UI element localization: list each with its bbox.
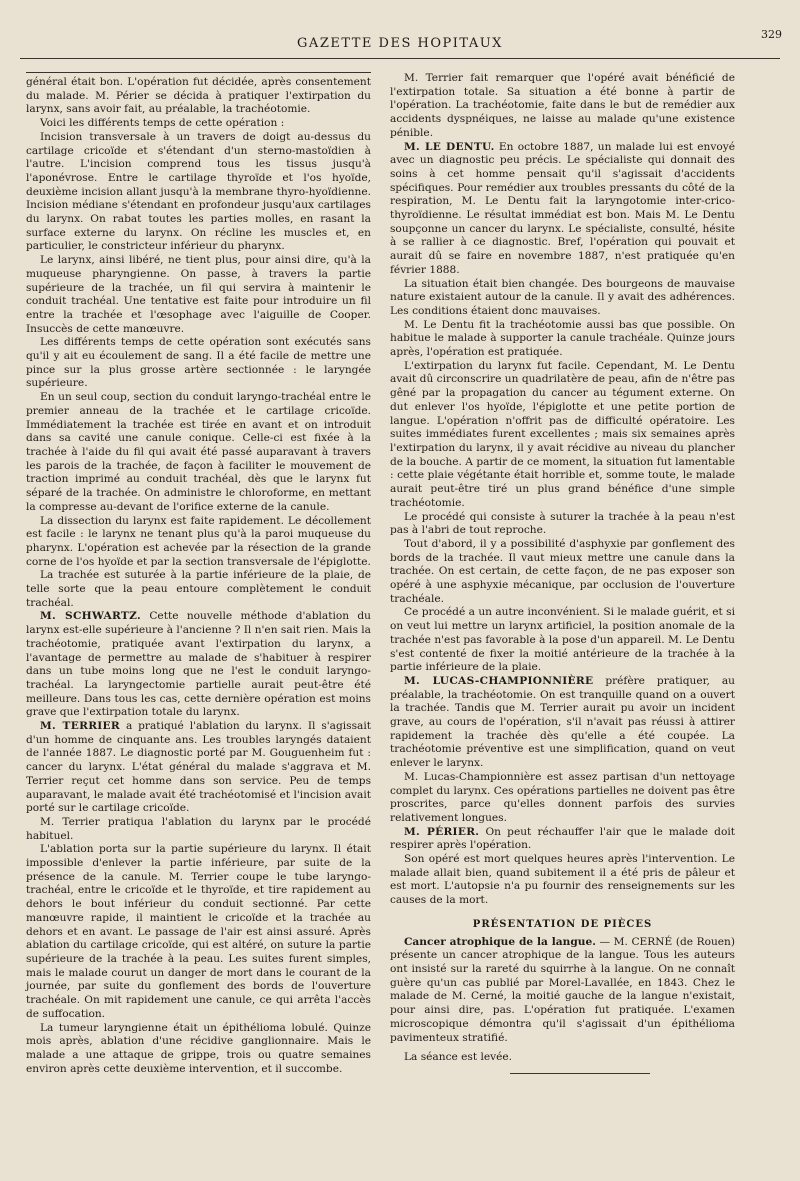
page-header xyxy=(20,22,780,62)
paragraph: La situation était bien changée. Des bourgeons de mauvaise nature existaient autour de la canule. Il y avait des adhérences. Les conditions étaient donc mauvaises. xyxy=(390,277,735,317)
paragraph xyxy=(390,826,735,853)
speaker-terrier: M. TERRIER xyxy=(40,720,121,733)
paragraph: Tout d'abord, il y a possibilité d'asphyxie par gonflement des bords de la trachée. Il vaut mieux mettre une canule dans la trachée. On est certain, de cette façon, de ne pas exposer son opéré à une asphyxie mécanique, par occlusion de l'ouverture trachéale. xyxy=(390,537,735,605)
column-top-rule xyxy=(26,72,371,73)
paragraph-text: On peut réchauffer l'air que le malade doit respirer après l'opération. xyxy=(390,825,735,852)
paragraph xyxy=(26,610,371,720)
paragraph: La tumeur laryngienne était un épithélioma lobulé. Quinze mois après, ablation d'une récidive ganglionnaire. Mais le malade a une attaque de grippe, trois ou quatre semaines environ après cette deuxième intervention, et il succombe. xyxy=(26,1021,371,1075)
paragraph xyxy=(390,936,735,1046)
section-heading: PRÉSENTATION DE PIÈCES xyxy=(472,918,653,930)
page-number: 329 xyxy=(761,28,782,41)
paragraph: L'ablation porta sur la partie supérieure du larynx. Il était impossible d'enlever la partie inférieure, par suite de la présence de la canule. M. Terrier coupe le tube laryngo-trachéal, entre le cricoïde et le thyroïde, et tire rapidement au dehors le bout inférieur du conduit sectionné. Par cette manœuvre rapide, il maintient le cricoïde et la trachée au dehors et en avant. Le passage de l'air est ainsi assuré. Après ablation du cartilage cricoïde, qui est altéré, on suture la partie supérieure de la trachée à la peau. Les suites furent simples, mais le malade courut un danger de mort dans le courant de la journée, par suite du gonflement des bords de l'ouverture trachéale. On mit rapidement une canule, ce qui arrêta l'accès de suffocation. xyxy=(26,843,371,1020)
paragraph: Le procédé qui consiste à suturer la trachée à la peau n'est pas à l'abri de tout reproche. xyxy=(390,510,735,537)
closing-line: La séance est levée. xyxy=(404,1051,513,1064)
paragraph: M. Terrier fait remarquer que l'opéré avait bénéficié de l'extirpation totale. Sa situation a été bonne à partir de l'opération. La trachéotomie, faite dans le but de remédier aux accidents dyspnéiques, ne laisse au malade qu'une existence pénible. xyxy=(390,72,735,139)
paragraph: Le larynx, ainsi libéré, ne tient plus, pour ainsi dire, qu'à la muqueuse pharyngienne. On passe, à travers la partie supérieure de la trachée, un fil qui servira à maintenir le conduit trachéal. Une tentative est faite pour introduire un fil entre la trachée et l'œsophage avec l'aiguille de Cooper. Insuccès de cette manœuvre. xyxy=(26,254,371,335)
paragraph: M. Terrier pratiqua l'ablation du larynx par le procédé habituel. xyxy=(26,815,371,842)
speaker-perier: M. PÉRIER. xyxy=(404,825,480,838)
left-column xyxy=(26,72,371,1076)
header-rule xyxy=(20,58,780,59)
right-column xyxy=(390,72,735,1074)
speaker-lucas-championniere: M. LUCAS-CHAMPIONNIÈRE xyxy=(404,674,594,687)
paragraph: Son opéré est mort quelques heures après l'intervention. Le malade allait bien, quand subitement il a été pris de pâleur et est mort. L'autopsie n'a pu fournir des renseignements sur les causes de la mort. xyxy=(390,853,735,907)
paragraph: Incision transversale à un travers de doigt au-dessus du cartilage cricoïde et s'étendant d'un sterno-mastoïdien à l'autre. L'incision comprend tous les tissus jusqu'à l'aponévrose. Entre le cartilage thyroïde et l'os hyoïde, deuxième incision allant jusqu'à la membrane thyro-hyoïdienne. Incision médiane s'étendant en profondeur jusqu'aux cartilages du larynx. On rabat toutes les parties molles, en rasant la surface externe du larynx. On récline les muscles et, en particulier, le constricteur inférieur du pharynx. xyxy=(26,130,371,253)
paragraph: M. Le Dentu fit la trachéotomie aussi bas que possible. On habitue le malade à supporter la canule trachéale. Quinze jours après, l'opération est pratiquée. xyxy=(390,318,735,359)
end-rule xyxy=(510,1073,650,1074)
paragraph: La trachée est suturée à la partie inférieure de la plaie, de telle sorte que la peau entoure complètement le conduit trachéal. xyxy=(26,569,371,609)
paragraph-text: — M. CERNÉ (de Rouen) présente un cancer atrophique de la langue. Tous les auteurs ont insisté sur la rareté du squirrhe à la langue. On ne connaît guère qu'un cas publié par Morel-Lavallée, en 1843. Chez le malade de M. Cerné, la moitié gauche de la langue n'existait, pour ainsi dire, pas. L'opération fut pratiquée. L'examen microscopique démontra qu'il s'agissait d'un épithélioma pavimenteux stratifié. xyxy=(390,935,735,1044)
paragraph xyxy=(390,675,735,771)
paragraph xyxy=(390,141,735,278)
paragraph-text: a pratiqué l'ablation du larynx. Il s'agissait d'un homme de cinquante ans. Les troubles laryngés dataient de l'année 1887. Le diagnostic porté par M. Gouguenheim fut : cancer du larynx. L'état général du malade s'aggrava et M. Terrier reçut cet homme dans son service. Peu de temps auparavant, le malade avait été trachéotomisé et l'incision avait porté sur le cartilage cricoïde. xyxy=(26,720,371,815)
paragraph-text: En octobre 1887, un malade lui est envoyé avec un diagnostic peu précis. Le spécialiste qui donnait des soins à cet homme pensait qu'il s'agissait d'accidents spécifiques. Pour remédier aux troubles pressants du côté de la respiration, M. Le Dentu fait la laryngotomie inter-crico-thyroïdienne. Le résultat immédiat est bon. Mais M. Le Dentu soupçonne un cancer du larynx. Le spécialiste, consulté, hésite à se rallier à ce diagnostic. Bref, l'opération qui pouvait et aurait dû se faire en novembre 1887, n'est pratiquée qu'en février 1888. xyxy=(390,140,735,276)
paragraph: L'extirpation du larynx fut facile. Cependant, M. Le Dentu avait dû circonscrire un quadrilatère de peau, afin de n'être pas gêné par la propagation du cancer au tégument externe. On dut enlever l'os hyoïde, l'épiglotte et une petite portion de langue. L'opération n'offrit pas de difficulté opératoire. Les suites immédiates furent excellentes ; mais six semaines après l'extirpation du larynx, il y avait récidive au niveau du plancher de la bouche. A partir de ce moment, la situation fut lamentable : cette plaie végétante était horrible et, somme toute, le malade aurait peut-être tiré un plus grand bénéfice d'une simple trachéotomie. xyxy=(390,359,735,509)
paragraph: La dissection du larynx est faite rapidement. Le décollement est facile : le larynx ne tenant plus qu'à la paroi muqueuse du pharynx. L'opération est achevée par la résection de la grande corne de l'os hyoïde et par la section transversale de l'épiglotte. xyxy=(26,514,371,568)
paragraph-text: préfère pratiquer, au préalable, la trachéotomie. On est tranquille quand on a ouvert la trachée. Tandis que M. Terrier aurait pu avoir un incident grave, au cours de l'opération, s'il n'avait pas réussi à attirer rapidement la trachée dès qu'elle a été coupée. La trachéotomie préventive est une simplification, quand on veut enlever le larynx. xyxy=(390,674,735,770)
section-subtitle: Cancer atrophique de la langue. xyxy=(404,935,596,948)
paragraph: M. Lucas-Championnière est assez partisan d'un nettoyage complet du larynx. Ces opérations partielles ne doivent pas être proscrites, parce qu'elles donnent parfois des survies relativement longues. xyxy=(390,770,735,824)
paragraph: En un seul coup, section du conduit laryngo-trachéal entre le premier anneau de la trachée et le cartilage cricoïde. Immédiatement la trachée est tirée en avant et on introduit dans sa cavité une canule conique. Celle-ci est fixée à la trachée à l'aide du fil qui avait été passé auparavant à travers les parois de la trachée, de façon à faciliter le mouvement de traction imprimé au conduit trachéal, dès que le larynx fut séparé de la trachée. On administre le chloroforme, en mettant la compresse au-devant de l'orifice externe de la canule. xyxy=(26,391,371,513)
paragraph: Ce procédé a un autre inconvénient. Si le malade guérit, et si on veut lui mettre un larynx artificiel, la position anomale de la trachée n'est pas favorable à la pose d'un appareil. M. Le Dentu s'est contenté de fixer la moitié antérieure de la trachée à la partie inférieure de la plaie. xyxy=(390,606,735,674)
paragraph xyxy=(26,720,371,816)
journal-title: GAZETTE DES HOPITAUX xyxy=(297,36,503,51)
paragraph-text: Cette nouvelle méthode d'ablation du larynx est-elle supérieure à l'ancienne ? Il n'en sait rien. Mais la trachéotomie, pratiquée avant l'extirpation du larynx, a l'avantage de permettre au malade de s'habituer à respirer dans un tube moins long que ne l'est le conduit laryngo-trachéal. La laryngectomie partielle aurait peut-être été meilleure. Dans tous les cas, cette dernière opération est moins grave que l'extirpation totale du larynx. xyxy=(26,610,371,719)
paragraph: Les différents temps de cette opération sont exécutés sans qu'il y ait eu écoulement de sang. Il a été facile de mettre une pince sur la plus grosse artère sectionnée : le laryngée supérieure. xyxy=(26,336,371,390)
speaker-schwartz: M. SCHWARTZ. xyxy=(40,610,141,623)
paragraph: Voici les différents temps de cette opération : xyxy=(40,117,285,130)
speaker-le-dentu: M. LE DENTU. xyxy=(404,140,495,153)
paragraph: général était bon. L'opération fut décidée, après consentement du malade. M. Périer se décida à pratiquer l'extirpation du larynx, sans avoir fait, au préalable, la trachéotomie. xyxy=(26,76,371,116)
